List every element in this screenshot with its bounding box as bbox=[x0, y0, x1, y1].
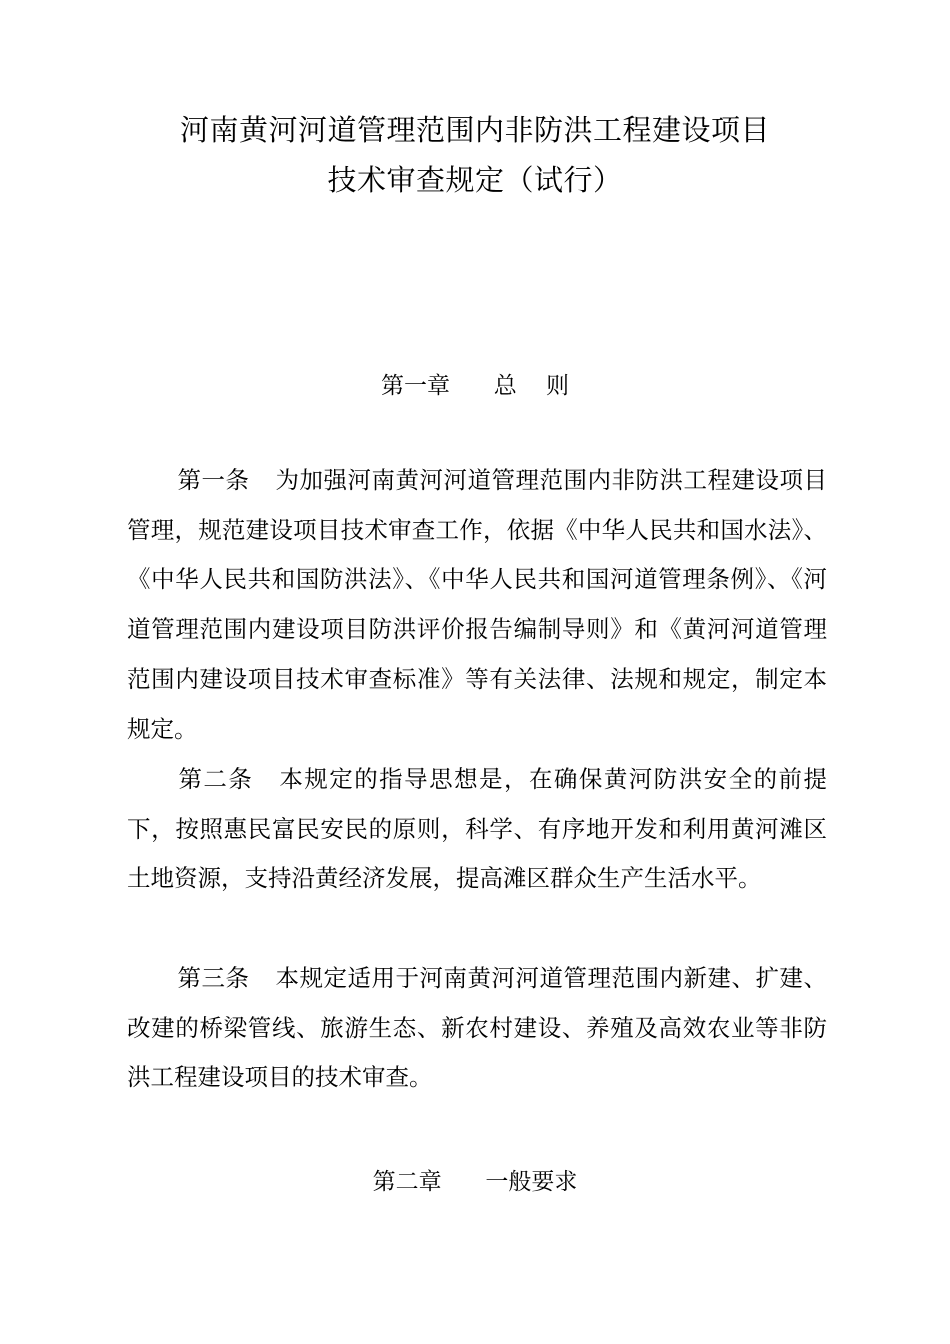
article-text: 为加强河南黄河河道管理范围内非防洪工程建设项目管理，规范建设项目技术审查工作，依据《中华人民共和国水法》、《中华人民共和国防洪法》、《中华人民共和国河道管理条例》、《河道管理范围内建设项目防洪评价报告编制导则》和《黄河河道管理范围内建设项目技术审查标准》等有关法律、法规和规定，制定本规定。 bbox=[127, 466, 827, 743]
article-text: 本规定适用于河南黄河河道管理范围内新建、扩建、改建的桥梁管线、旅游生态、新农村建设、养殖及高效农业等非防洪工程建设项目的技术审查。 bbox=[127, 964, 827, 1092]
article-label: 第三条 bbox=[177, 964, 250, 992]
article-3 bbox=[127, 954, 827, 1103]
document-title-line2: 技术审查规定（试行） bbox=[327, 163, 623, 197]
article-text: 本规定的指导思想是，在确保黄河防洪安全的前提下，按照惠民富民安民的原则，科学、有序地开发和利用黄河滩区土地资源，支持沿黄经济发展，提高滩区群众生产生活水平。 bbox=[127, 765, 828, 893]
chapter-heading-2: 第二章 一般要求 bbox=[372, 1169, 578, 1195]
article-2 bbox=[127, 755, 827, 904]
article-label: 第一条 bbox=[177, 466, 250, 494]
article-1 bbox=[127, 456, 827, 754]
chapter-heading-1: 第一章 总 则 bbox=[380, 373, 570, 399]
document-title-line1: 河南黄河河道管理范围内非防洪工程建设项目 bbox=[179, 113, 770, 147]
article-label: 第二条 bbox=[177, 765, 254, 793]
